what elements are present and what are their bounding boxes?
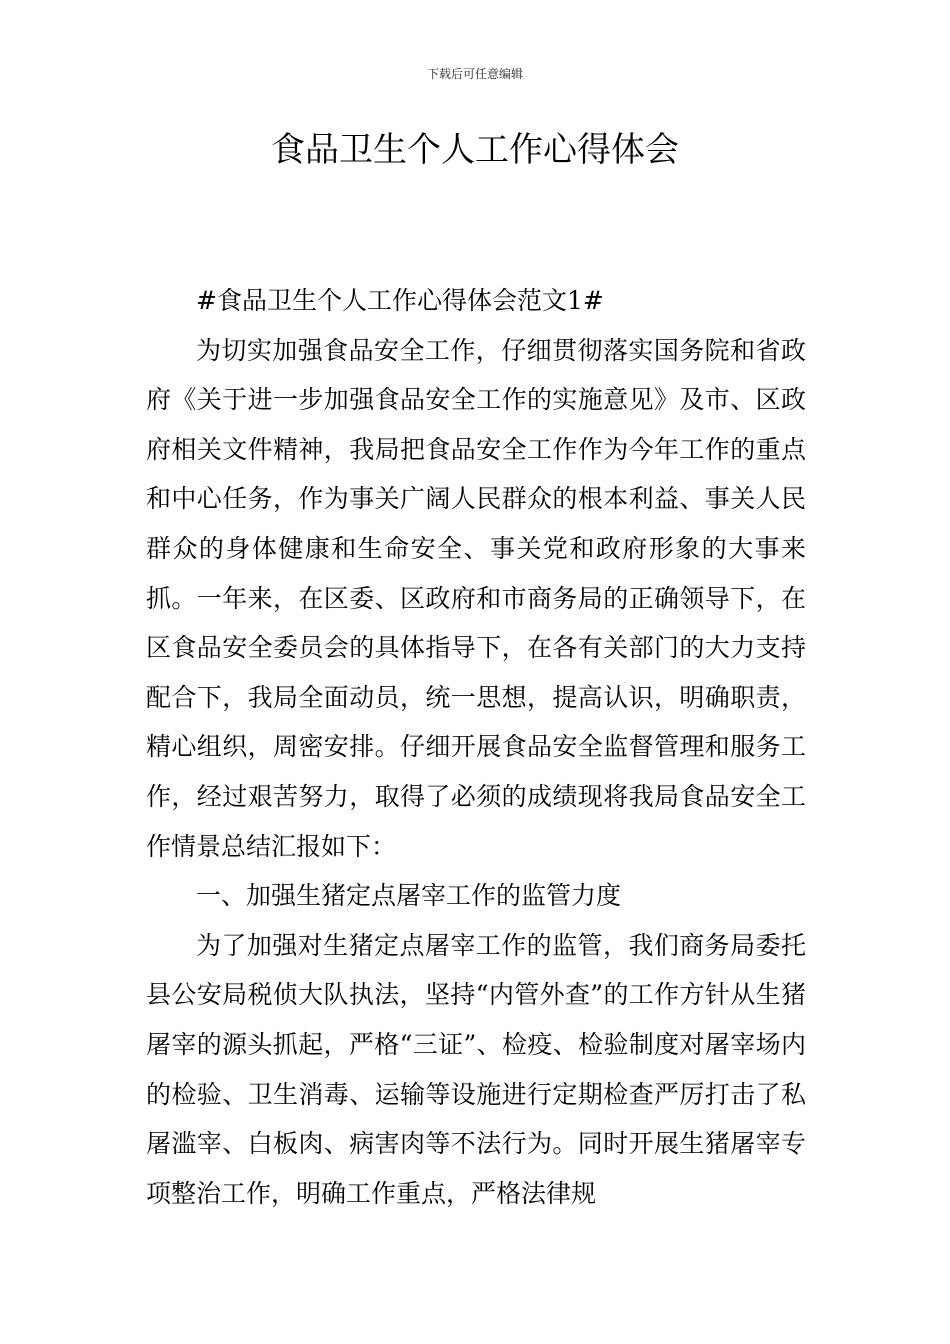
document-body [146, 276, 806, 1218]
document-title: 食品卫生个人工作心得体会 [271, 130, 679, 170]
header-note: 下载后可任意编辑 [426, 67, 523, 81]
section-heading: #食品卫生个人工作心得体会范文1# [196, 286, 604, 315]
body-paragraph: 为切实加强食品安全工作，仔细贯彻落实国务院和省政府《关于进一步加强食品安全工作的实施意见》及市、区政府相关文件精神，我局把食品安全工作作为今年工作的重点和中心任务，作为事关广阔人民群众的根本利益、事关人民群众的身体健康和生命安全、事关党和政府形象的大事来抓。一年来，在区委、区政府和市商务局的正确领导下，在区食品安全委员会的具体指导下，在各有关部门的大力支持配合下，我局全面动员，统一思想，提高认识，明确职责，精心组织，周密安排。仔细开展食品安全监督管理和服务工作，经过艰苦努力，取得了必须的成绩现将我局食品安全工作情景总结汇报如下： [146, 335, 806, 861]
body-paragraph: 为了加强对生猪定点屠宰工作的监管，我们商务局委托县公安局税侦大队执法，坚持“内管外查”的工作方针从生猪屠宰的源头抓起，严格“三证”、检疫、检验制度对屠宰场内的检验、卫生消毒、运输等设施进行定期检查严厉打击了私屠滥宰、白板肉、病害肉等不法行为。同时开展生猪屠宰专项整治工作，明确工作重点，严格法律规 [146, 930, 806, 1208]
subsection-heading: 一、加强生猪定点屠宰工作的监管力度 [196, 881, 622, 911]
